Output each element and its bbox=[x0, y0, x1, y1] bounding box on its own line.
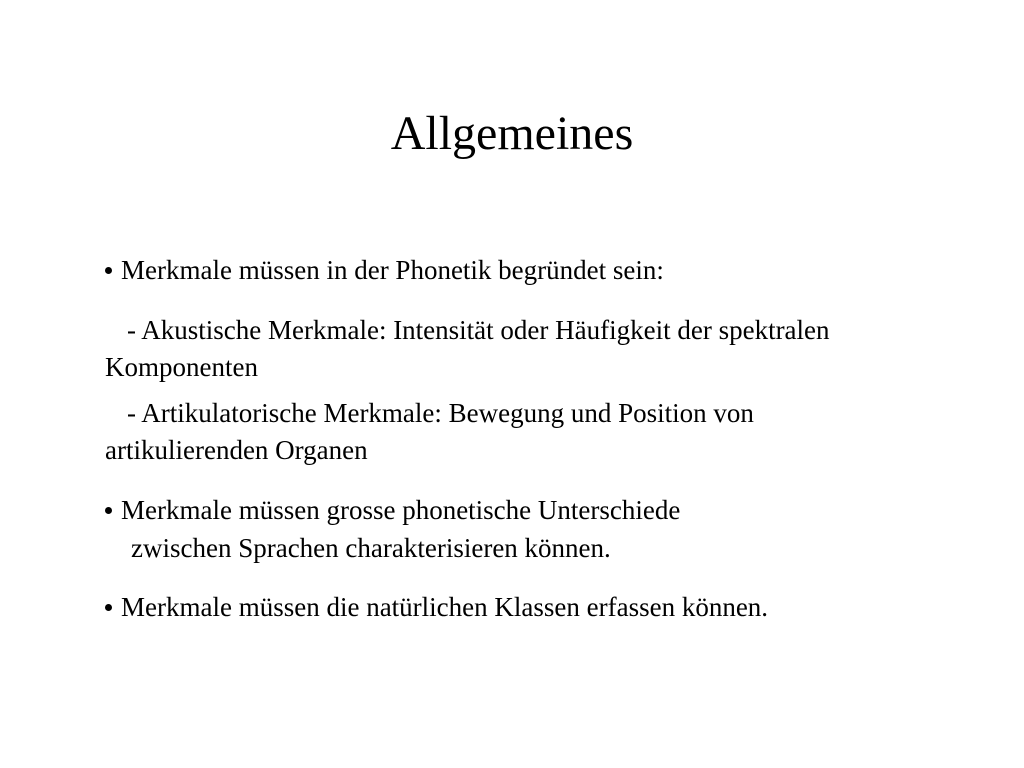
bullet-item bbox=[105, 252, 664, 289]
sub-item-line bbox=[105, 312, 830, 349]
bullet-text: Merkmale müssen grosse phonetische Unterschiede bbox=[121, 495, 681, 525]
bullet-icon bbox=[105, 507, 112, 514]
sub-item-line bbox=[105, 395, 754, 432]
bullet-item bbox=[105, 589, 768, 626]
sub-item-text: - Artikulatorische Merkmale: Bewegung und Position von bbox=[127, 398, 754, 428]
bullet-continuation bbox=[105, 530, 611, 567]
bullet-text: zwischen Sprachen charakterisieren können. bbox=[131, 533, 611, 563]
sub-item-continuation bbox=[105, 349, 258, 386]
bullet-item bbox=[105, 492, 680, 529]
sub-item-continuation bbox=[105, 432, 368, 469]
sub-item-text: - Akustische Merkmale: Intensität oder Häufigkeit der spektralen bbox=[127, 315, 830, 345]
bullet-text: Merkmale müssen die natürlichen Klassen erfassen können. bbox=[121, 592, 769, 622]
slide-title: Allgemeines bbox=[390, 107, 634, 160]
bullet-icon bbox=[105, 267, 112, 274]
sub-item-text: Komponenten bbox=[105, 352, 258, 382]
sub-item-text: artikulierenden Organen bbox=[105, 435, 368, 465]
bullet-icon bbox=[105, 604, 112, 611]
bullet-text: Merkmale müssen in der Phonetik begründet sein: bbox=[121, 255, 664, 285]
